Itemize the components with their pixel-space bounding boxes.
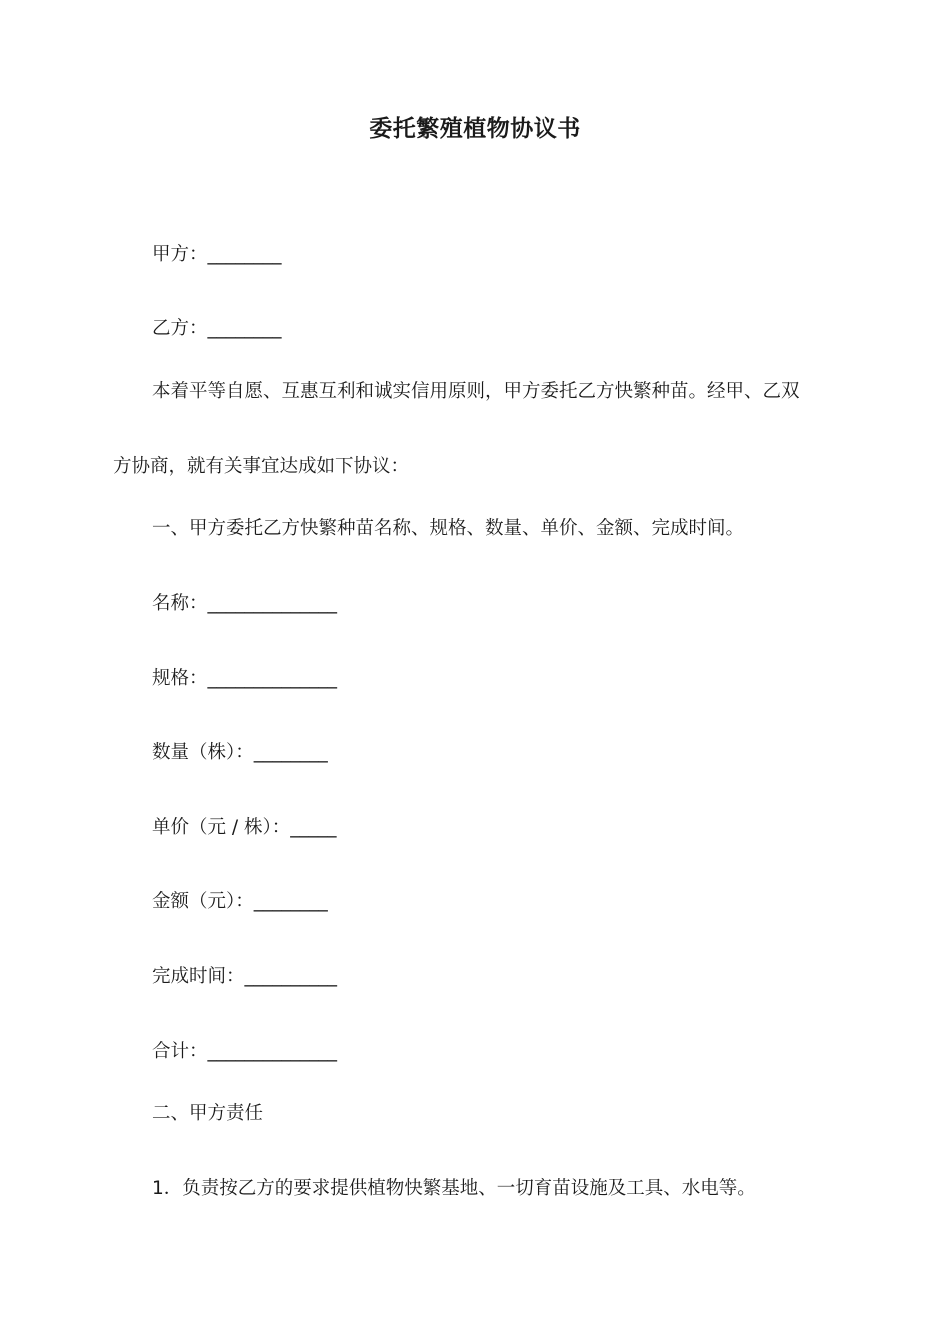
intro-paragraph-line-1: 本着平等自愿、互惠互利和诚实信用原则，甲方委托乙方快繁种苗。经甲、乙双 xyxy=(152,381,800,402)
unit-price-field: 单价（元 / 株）：_____ xyxy=(152,817,337,838)
section-2-heading: 二、甲方责任 xyxy=(152,1103,264,1124)
quantity-field: 数量（株）：________ xyxy=(152,742,328,763)
total-field: 合计：______________ xyxy=(152,1041,338,1062)
party-a-line: 甲方：________ xyxy=(152,244,282,265)
spec-field: 规格：______________ xyxy=(152,668,338,689)
section-1-heading: 一、甲方委托乙方快繁种苗名称、规格、数量、单价、金额、完成时间。 xyxy=(152,518,745,539)
name-field: 名称：______________ xyxy=(152,593,338,614)
party-b-line: 乙方：________ xyxy=(152,318,282,339)
section-2-item-1: 1．负责按乙方的要求提供植物快繁基地、一切育苗设施及工具、水电等。 xyxy=(152,1178,756,1199)
intro-paragraph-line-2: 方协商，就有关事宜达成如下协议： xyxy=(113,456,410,477)
document-title: 委托繁殖植物协议书 xyxy=(369,116,581,142)
amount-field: 金额（元）：________ xyxy=(152,891,328,912)
completion-time-field: 完成时间：__________ xyxy=(152,966,338,987)
